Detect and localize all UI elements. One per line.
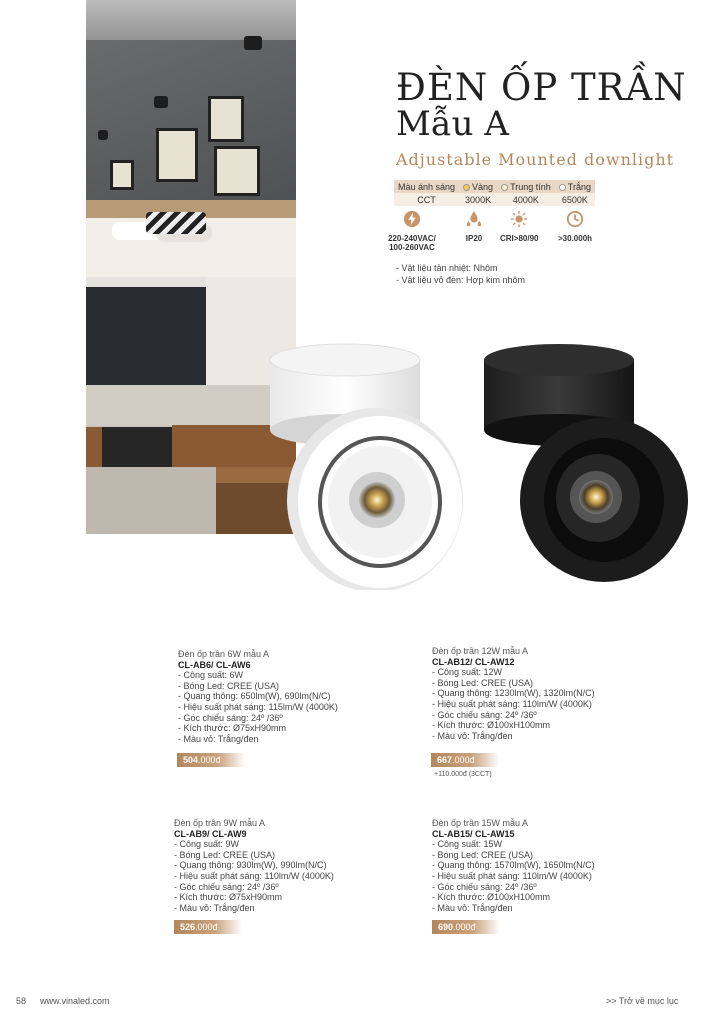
- product-6w: [178, 649, 338, 744]
- spec-line: - Màu vỏ: Trắng/đen: [432, 730, 513, 741]
- option-white: Trắng: [555, 180, 595, 193]
- cct-value: 4000K: [497, 193, 555, 206]
- spec-line: - Góc chiếu sáng: 24º /36º: [432, 881, 537, 892]
- product-15w: [432, 818, 595, 913]
- product-9w: [174, 818, 334, 913]
- note-line: - Vật liệu vỏ đèn: Hợp kim nhôm: [396, 275, 525, 285]
- product-12w: [432, 646, 595, 741]
- spec-line: - Hiệu suất phát sáng: 115lm/W (4000K): [178, 701, 338, 712]
- cct-value: 3000K: [459, 193, 497, 206]
- cct-label: CCT: [394, 193, 459, 206]
- website-link[interactable]: www.vinaled.com: [40, 996, 110, 1006]
- option-neutral: Trung tính: [497, 180, 555, 193]
- spec-line: - Góc chiếu sáng: 24º /36º: [174, 881, 279, 892]
- spec-line: - Màu vỏ: Trắng/đen: [432, 902, 513, 913]
- price-badge: 690.000đ: [432, 920, 500, 934]
- spec-line: - Bóng Led: CREE (USA): [432, 677, 534, 688]
- product-code: CL-AB12/ CL-AW12: [432, 656, 515, 667]
- water-drops-icon: [465, 210, 483, 228]
- product-name: Đèn ốp trần 6W mẫu A: [178, 649, 270, 659]
- feature-lifetime: >30.000h: [558, 210, 592, 243]
- spec-line: - Quang thông: 1230lm(W), 1320lm(N/C): [432, 688, 595, 699]
- spec-line: - Hiệu suất phát sáng: 110lm/W (4000K): [174, 870, 334, 881]
- spec-line: - Bóng Led: CREE (USA): [432, 849, 534, 860]
- product-code: CL-AB6/ CL-AW6: [178, 659, 251, 670]
- material-notes: [396, 262, 525, 286]
- spec-line: - Bóng Led: CREE (USA): [178, 680, 280, 691]
- spec-line: - Công suất: 15W: [432, 839, 503, 850]
- spec-line: - Góc chiếu sáng: 24º /36º: [178, 712, 283, 723]
- product-code: CL-AB15/ CL-AW15: [432, 828, 515, 839]
- spec-line: - Quang thông: 930lm(W), 990lm(N/C): [174, 860, 327, 871]
- spec-line: - Kích thước: Ø75xH90mm: [178, 723, 286, 734]
- color-temperature-table: [394, 180, 595, 206]
- spec-line: - Hiệu suất phát sáng: 110lm/W (4000K): [432, 698, 592, 709]
- spec-line: - Kích thước: Ø100xH100mm: [432, 720, 550, 731]
- back-to-toc-link[interactable]: >> Trở về mục lục: [606, 996, 679, 1006]
- page-title-model: Mẫu A: [396, 104, 509, 144]
- price-badge: 504.000đ: [177, 753, 245, 767]
- spec-line: - Công suất: 6W: [178, 670, 244, 681]
- spec-line: - Quang thông: 650lm(W), 690lm(N/C): [178, 691, 331, 702]
- price-badge: 526.000đ: [174, 920, 242, 934]
- option-warm: Vàng: [459, 180, 497, 193]
- spec-line: - Quang thông: 1570lm(W), 1650lm(N/C): [432, 860, 595, 871]
- spec-line: - Công suất: 9W: [174, 839, 240, 850]
- black-downlight-image: [476, 340, 696, 590]
- spec-line: - Hiệu suất phát sáng: 110lm/W (4000K): [432, 870, 592, 881]
- table-header: Màu ánh sáng: [394, 180, 459, 193]
- lightning-icon: [403, 210, 421, 228]
- spec-line: - Bóng Led: CREE (USA): [174, 849, 276, 860]
- note-line: - Vật liệu tản nhiệt: Nhôm: [396, 263, 498, 273]
- product-name: Đèn ốp trần 12W mẫu A: [432, 646, 529, 656]
- feature-ip: IP20: [465, 210, 483, 243]
- spec-line: - Kích thước: Ø100xH100mm: [432, 892, 550, 903]
- feature-cri: CRI>80/90: [500, 210, 538, 243]
- page-subtitle: Adjustable Mounted downlight: [396, 150, 675, 169]
- product-code: CL-AB9/ CL-AW9: [174, 828, 247, 839]
- spec-line: - Màu vỏ: Trắng/đen: [174, 902, 255, 913]
- spec-line: - Kích thước: Ø75xH90mm: [174, 892, 282, 903]
- feature-voltage: 220-240VAC/ 100-260VAC: [388, 210, 436, 252]
- bedroom-photo: [86, 0, 296, 277]
- white-downlight-image: [260, 340, 470, 590]
- spec-line: - Góc chiếu sáng: 24º /36º: [432, 709, 537, 720]
- page-number: 58: [16, 996, 27, 1006]
- spec-line: - Màu vỏ: Trắng/đen: [178, 733, 259, 744]
- spec-line: - Công suất: 12W: [432, 667, 503, 678]
- page-title: ĐÈN ỐP TRẦN: [396, 66, 687, 109]
- product-name: Đèn ốp trần 15W mẫu A: [432, 818, 529, 828]
- clock-icon: [566, 210, 584, 228]
- price-badge: 667.000đ: [431, 753, 499, 767]
- product-name: Đèn ốp trần 9W mẫu A: [174, 818, 266, 828]
- price-extra: +110.000đ (3CCT): [434, 771, 492, 778]
- cct-value: 6500K: [555, 193, 595, 206]
- sun-icon: [510, 210, 528, 228]
